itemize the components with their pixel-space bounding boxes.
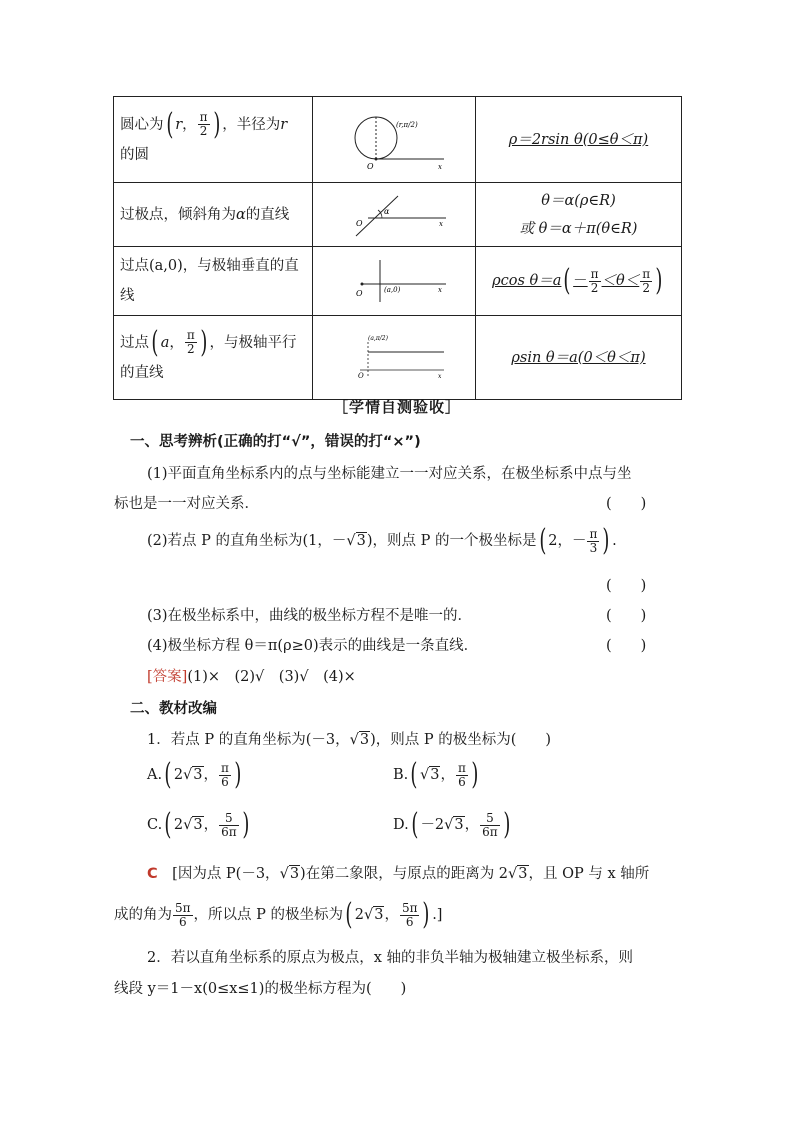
table-row — [114, 97, 682, 183]
row-figure — [313, 316, 476, 400]
fig-label-alpha: α — [384, 206, 390, 216]
fig-label-point: (a,0) — [384, 286, 401, 294]
frac-den: 2 — [642, 280, 651, 295]
table-row — [114, 247, 682, 316]
fig-label-point: (a,π/2) — [368, 334, 388, 342]
frac-den: 2 — [590, 280, 599, 295]
sol-text: ，所以点 P 的极坐标为 — [193, 907, 344, 923]
desc-text: 的直线 — [245, 206, 290, 223]
desc-text: 圆心为 — [120, 116, 164, 133]
desc-text: ，半径为 — [222, 116, 281, 133]
solution-line-2: 成的角为 $\frac{5\pi}{6}$ ，所以点 P 的极坐标为( 2√3， $\frac{5\pi}{6}$ ) .] — [114, 897, 443, 932]
problem1-line: 1．若点 P 的直角坐标为(－3，√3)，则点 P 的极坐标为( ) — [147, 732, 552, 748]
q2-sqrt: 3 — [356, 533, 366, 549]
q1-line-a: (1)平面直角坐标系内的点与坐标能建立一一对应关系，在极坐标系中点与坐 — [147, 466, 632, 482]
solution-line-1: C [因为点 P(－3，√3)在第二象限，与原点的距离为 2√3，且 OP 与 x 轴所 — [147, 866, 650, 882]
fig-label-x: x — [438, 286, 442, 294]
fig-label-o: O — [367, 161, 374, 171]
q4-blank[interactable]: ( ) — [606, 638, 647, 654]
p1-sqrt: 3 — [359, 732, 370, 748]
circle-figure — [334, 105, 454, 175]
row-description: 圆心为( r， $\frac{\pi}{2}$ ) ，半径为r 的圆 — [114, 97, 313, 183]
section2-title: 二、教材改编 — [130, 701, 217, 717]
problem2-line-a: 2．若以直角坐标系的原点为极点，x 轴的非负半轴为极轴建立极坐标系，则 — [147, 950, 634, 966]
option-label: A. — [147, 767, 163, 783]
polar-equation-table — [113, 96, 682, 400]
formula-text: ρcos θ＝a( － $\frac{\pi}{2}$ ＜θ＜ $\frac{\pi}{2}$ ) — [492, 263, 663, 298]
row-formula — [476, 316, 682, 400]
desc-text: ，与极轴平行的直线 — [120, 334, 297, 381]
frac-num: π — [590, 266, 599, 281]
frac-den: 3 — [589, 540, 598, 555]
row-figure — [313, 247, 476, 316]
formula-text: ρ＝2rsin θ(0≤θ＜π) — [508, 131, 649, 148]
option-c[interactable]: C.( 2√3， $\frac{5}{6\pi}$ ) — [147, 807, 250, 842]
desc-var: a — [160, 334, 170, 351]
sol-text: ，且 OP 与 x 轴所 — [528, 866, 650, 882]
row-figure — [313, 183, 476, 247]
formula-mid: ＜θ＜ — [601, 273, 640, 289]
desc-var: r — [175, 116, 183, 133]
q3-blank[interactable]: ( ) — [606, 608, 647, 624]
q4-line: (4)极坐标方程 θ＝π(ρ≥0)表示的曲线是一条直线． — [147, 638, 479, 654]
row-description — [114, 183, 313, 247]
option-d[interactable]: D.( －2√3， $\frac{5}{6\pi}$ ) — [393, 807, 511, 842]
vertical-line-figure — [334, 256, 454, 306]
desc-text: 过点(a,0)，与极轴垂直的直线 — [120, 258, 299, 304]
q2-point: 2，－ — [548, 533, 587, 549]
q1-blank[interactable]: ( ) — [606, 496, 647, 512]
desc-text: 的圆 — [120, 146, 149, 163]
q1-line-b: 标也是一一对应关系． — [114, 496, 259, 512]
formula-text: 或 θ＝α＋π(θ∈R) — [519, 220, 638, 237]
row-figure — [313, 97, 476, 183]
q2-blank[interactable]: ( ) — [606, 578, 647, 594]
fig-label-o: O — [356, 218, 363, 228]
frac-num: π — [589, 526, 598, 541]
answer-text: (1)× (2)√ (3)√ (4)× — [187, 669, 356, 685]
fig-label-x: x — [438, 372, 442, 380]
section-heading: ［学情自测验收］ — [332, 398, 461, 416]
desc-text: 过点 — [120, 334, 149, 351]
p1-post: )，则点 P 的极坐标为( ) — [370, 732, 552, 748]
row-formula — [476, 97, 682, 183]
frac-num: π — [199, 110, 208, 125]
fig-label-x: x — [439, 219, 443, 228]
sol-text: .] — [432, 907, 443, 923]
desc-text: 过极点，倾斜角为 — [120, 206, 236, 223]
row-formula — [476, 247, 682, 316]
desc-var: α — [236, 206, 246, 223]
frac-num: π — [642, 266, 651, 281]
fig-label-x: x — [438, 162, 442, 171]
desc-var: r — [280, 116, 288, 133]
frac-den: 2 — [187, 342, 195, 356]
frac-den: 2 — [199, 124, 208, 138]
sol-text: 成的角为 — [114, 907, 172, 923]
sol-text: )在第二象限，与原点的距离为 2 — [300, 866, 509, 882]
answer-line — [147, 665, 356, 686]
line-through-pole-figure — [334, 190, 454, 240]
row-description — [114, 247, 313, 316]
option-a[interactable]: A.( 2√3， $\frac{\pi}{6}$ ) — [147, 757, 242, 792]
q2-line: (2)若点 P 的直角坐标为(1，－√3)，则点 P 的一个极坐标是( 2，－ $\frac{\pi}{3}$ ) . — [147, 523, 617, 558]
table-row — [114, 316, 682, 400]
formula-pre: ρcos θ＝a — [492, 273, 562, 289]
option-label: C. — [147, 817, 163, 833]
horizontal-line-figure — [334, 328, 454, 388]
option-label: D. — [393, 817, 409, 833]
section1-title: 一、思考辨析(正确的打“√”，错误的打“×”) — [130, 434, 421, 450]
q3-line: (3)在极坐标系中，曲线的极坐标方程不是唯一的． — [147, 608, 473, 624]
formula-text: θ＝α(ρ∈R) — [541, 192, 616, 209]
row-description: 过点( a， $\frac{\pi}{2}$ ) ，与极轴平行的直线 — [114, 316, 313, 400]
p1-pre: 1．若点 P 的直角坐标为(－3， — [147, 732, 350, 748]
row-formula — [476, 183, 682, 247]
sol-text: [因为点 P(－3， — [172, 866, 280, 882]
fig-label-point: (r,π/2) — [396, 120, 418, 129]
table-row — [114, 183, 682, 247]
solution-letter: C — [147, 866, 158, 882]
problem2-line-b: 线段 y＝1－x(0≤x≤1)的极坐标方程为( ) — [114, 981, 407, 997]
fig-label-o: O — [358, 371, 364, 380]
option-label: B. — [393, 767, 409, 783]
q2-mid: )，则点 P 的一个极坐标是 — [366, 533, 537, 549]
formula-text: ρsin θ＝a(0＜θ＜π) — [511, 349, 646, 366]
fig-label-o: O — [356, 289, 363, 298]
answer-label: [答案] — [147, 669, 188, 685]
frac-num: π — [186, 328, 195, 343]
q2-pre: (2)若点 P 的直角坐标为(1，－ — [147, 533, 347, 549]
option-b[interactable]: B.( √3， $\frac{\pi}{6}$ ) — [393, 757, 479, 792]
